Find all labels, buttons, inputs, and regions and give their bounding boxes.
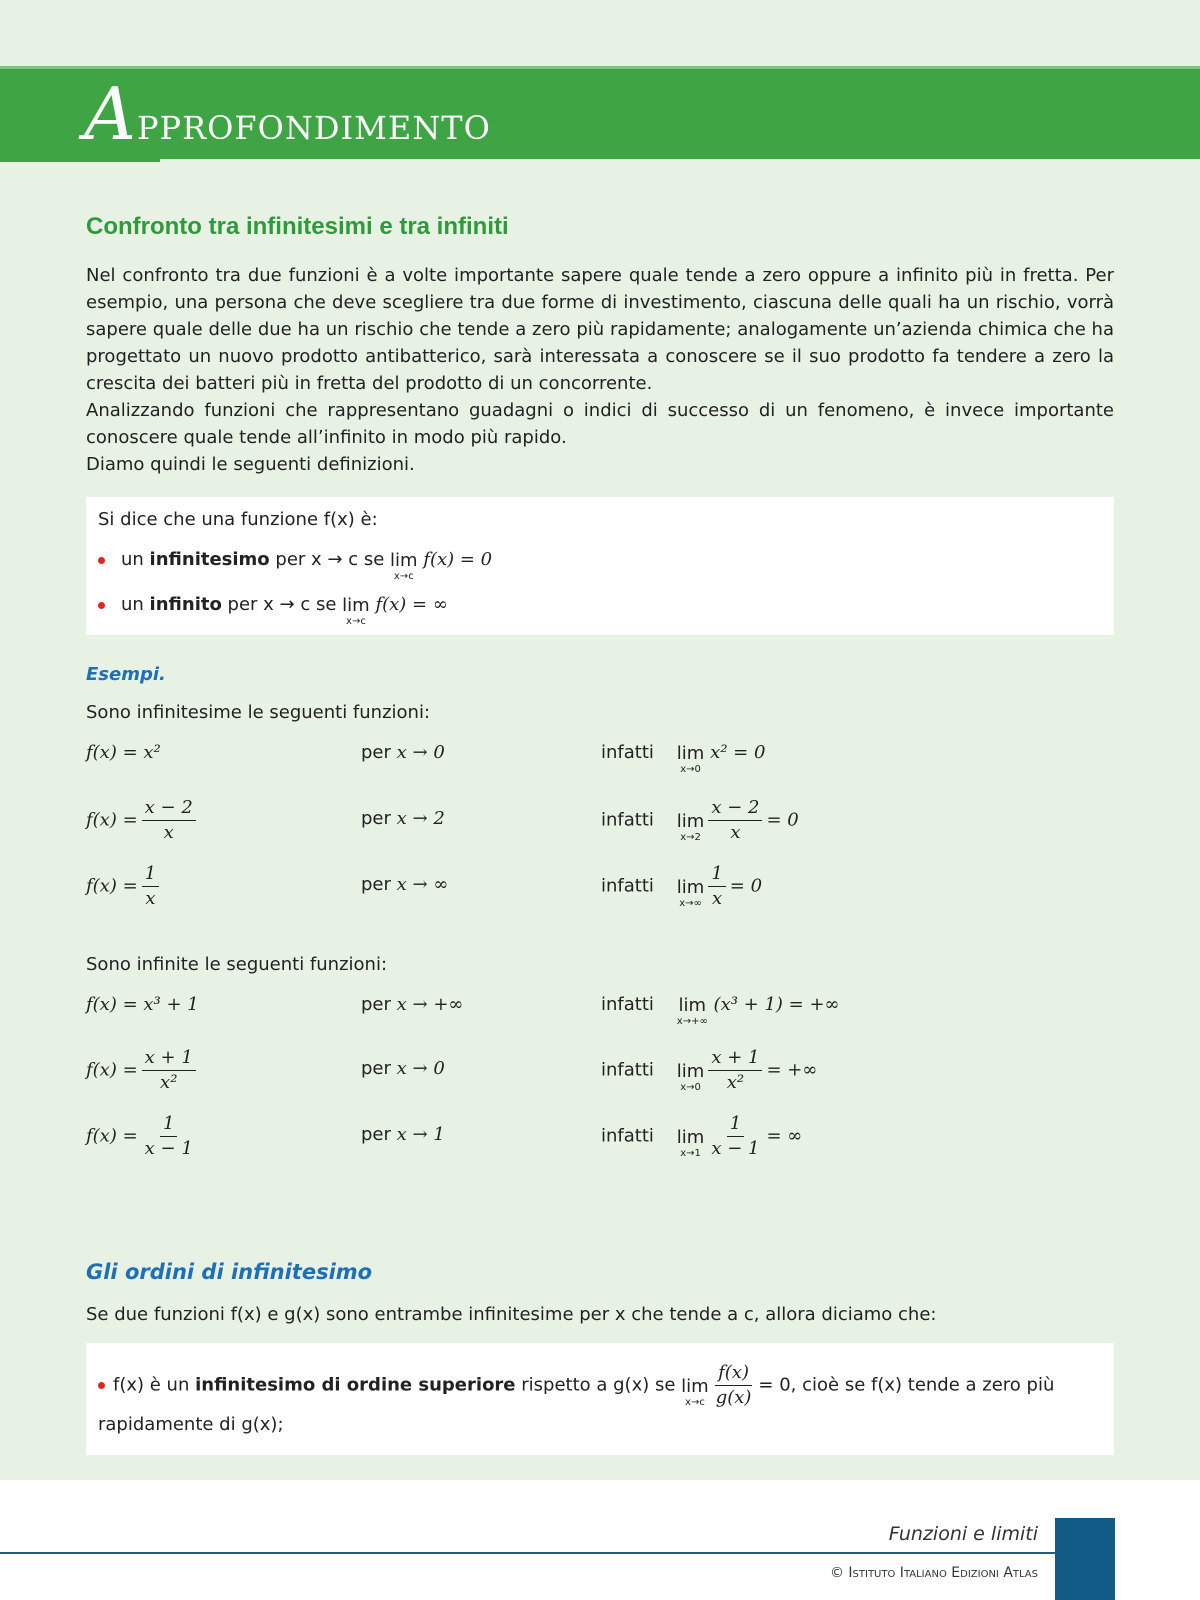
limit-operator: lim x→1 [676,1126,705,1159]
order-definition: f(x) è un infinitesimo di ordine superiore rispetto a g(x) se lim x→c $\frac{f(x)}{g(x)}$ = 0, cioè se f(x) tende a zero più rapidamente di g(x); [98,1362,1055,1435]
limit-operator: lim x→c [681,1375,709,1408]
examples-label: Esempi. [86,664,166,685]
infinitesimi-intro: Sono infinitesime le seguenti funzioni: [86,702,431,723]
fraction: $\frac{x + 1}{\text{x²}}$ [142,1046,196,1095]
intro-text [86,262,1114,478]
footer-title: Funzioni e limiti [888,1523,1038,1545]
fraction: $\frac{x + 1}{\text{x²}}$ [708,1046,762,1095]
fraction: $\frac{f(x)}{g(x)}$ [715,1362,752,1408]
fraction: $\frac{1}{x - 1}$ [711,1113,760,1159]
intro-paragraph: Analizzando funzioni che rappresentano guadagni o indici di successo di un fenomeno, è invece importante conoscere quale tende all’infinito in modo più rapido. [86,400,1114,448]
orders-box [86,1343,1114,1455]
orders-title: Gli ordini di infinitesimo [86,1260,373,1284]
orders-intro: Se due funzioni f(x) e g(x) sono entrambe infinitesime per x che tende a c, allora diciamo che: [86,1304,937,1325]
fraction: $\frac{x - 2}{x}$ [708,796,762,845]
fraction: $\frac{x - 2}{x}$ [142,796,196,845]
definition-box [86,497,1114,635]
limit-operator: lim x→0 [676,1060,705,1093]
footer-copyright: © Istituto Italiano Edizioni Atlas [829,1565,1038,1581]
definition-lead: Si dice che una funzione f(x) è: [98,509,378,530]
limit-operator: lim x→c [390,550,418,582]
intro-paragraph: Nel confronto tra due funzioni è a volte importante sapere quale tende a zero oppure a infinito più in fretta. Per esempio, una persona che deve scegliere tra due forme di investimento, ciascuna delle quali ha un rischio, vorrà sapere quale delle due ha un rischio che tende a zero più rapidamente; analogamente un’azienda chimica che ha progettato un nuovo prodotto antibatterico, sarà interessata a conoscere se il suo prodotto fa tendere a zero la crescita dei batteri più in fretta del prodotto di un concorrente. [86,265,1114,394]
definition-item: un infinitesimo per x → c se lim x→c f(x) = 0 [98,549,492,585]
footer-divider [0,1552,1055,1554]
limit-operator: lim x→0 [676,743,705,775]
infiniti-intro: Sono infinite le seguenti funzioni: [86,954,388,975]
bullet-icon [98,1382,105,1389]
fraction: $\frac{1}{x - 1}$ [144,1113,193,1159]
limit-operator: lim x→c [342,595,370,627]
page-number-tab [1055,1518,1115,1600]
bullet-icon [98,602,105,609]
section-title: Confronto tra infinitesimi e tra infiniti [86,213,509,240]
definition-item: un infinito per x → c se lim x→c f(x) = ∞ [98,594,448,630]
fraction: $\frac{1}{x}$ [142,862,159,911]
intro-paragraph: Diamo quindi le seguenti definizioni. [86,454,415,475]
limit-operator: lim x→2 [676,810,705,843]
bullet-icon [98,557,105,564]
banner-title: Approfondimento [84,72,491,156]
limit-operator: lim x→∞ [676,876,705,909]
fraction: $\frac{1}{x}$ [708,862,725,911]
limit-operator: lim x→+∞ [676,995,708,1027]
